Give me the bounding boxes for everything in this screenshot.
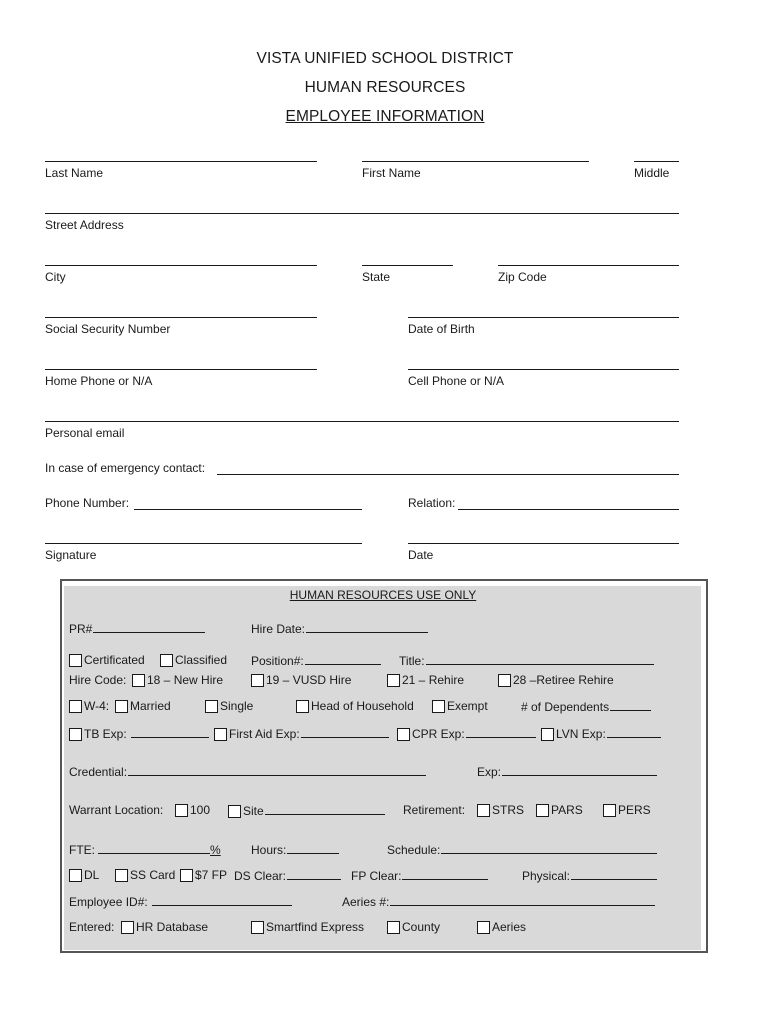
fp7-label: $7 FP (195, 868, 228, 882)
strs-option[interactable] (477, 803, 524, 817)
county-option[interactable] (387, 920, 440, 934)
home-phone-line[interactable] (45, 369, 317, 370)
vusd-hire-option[interactable] (251, 673, 351, 687)
vusd-hire-label: 19 – VUSD Hire (266, 673, 352, 687)
fp7-option[interactable] (180, 868, 227, 882)
married-checkbox[interactable] (115, 700, 128, 713)
fp7-checkbox[interactable] (180, 869, 193, 882)
signature-line[interactable] (45, 543, 362, 544)
tb-checkbox[interactable] (69, 728, 82, 741)
credential-label: Credential: (69, 765, 128, 779)
retiree-rehire-option[interactable] (498, 673, 614, 687)
smartfind-option[interactable] (251, 920, 364, 934)
retiree-rehire-checkbox[interactable] (498, 674, 511, 687)
credential-exp-field[interactable] (477, 764, 657, 779)
cpr-exp-label: CPR Exp: (412, 727, 465, 741)
head-of-household-label: Head of Household (311, 699, 414, 713)
cpr-checkbox[interactable] (397, 728, 410, 741)
date-label: Date (408, 548, 434, 562)
new-hire-label: 18 – New Hire (147, 673, 224, 687)
new-hire-checkbox[interactable] (132, 674, 145, 687)
w4-label: W-4: (84, 699, 110, 713)
schedule-field[interactable] (387, 842, 657, 857)
retiree-rehire-label: 28 –Retiree Rehire (513, 673, 614, 687)
phone-number-label: Phone Number: (45, 496, 130, 510)
w4-checkbox[interactable] (69, 700, 82, 713)
pr-label: PR# (69, 622, 93, 636)
date-line[interactable] (408, 543, 679, 544)
new-hire-option[interactable] (132, 673, 223, 687)
location-100-label: 100 (190, 803, 211, 817)
site-field[interactable] (228, 803, 385, 818)
last-name-label: Last Name (45, 166, 104, 180)
cell-phone-line[interactable] (408, 369, 679, 370)
lvn-exp-label: LVN Exp: (556, 727, 606, 741)
classified-checkbox[interactable] (160, 654, 173, 667)
exempt-label: Exempt (447, 699, 488, 713)
ds-clear-label: DS Clear: (234, 869, 287, 883)
dl-option[interactable] (69, 868, 99, 882)
title-label: Title: (399, 654, 425, 668)
first-aid-exp-label: First Aid Exp: (229, 727, 300, 741)
dependents-field[interactable] (521, 699, 651, 714)
rehire-checkbox[interactable] (387, 674, 400, 687)
dl-checkbox[interactable] (69, 869, 82, 882)
hours-label: Hours: (251, 843, 287, 857)
married-option[interactable] (115, 699, 171, 713)
hr-database-option[interactable] (121, 920, 208, 934)
physical-field[interactable] (522, 868, 657, 883)
rehire-label: 21 – Rehire (402, 673, 465, 687)
street-address-label: Street Address (45, 218, 124, 232)
smartfind-checkbox[interactable] (251, 921, 264, 934)
location-100-option[interactable] (175, 803, 210, 817)
hr-section-title: HUMAN RESOURCES USE ONLY (289, 588, 477, 602)
position-label: Position#: (251, 654, 304, 668)
fte-label: FTE: (69, 843, 95, 857)
pars-checkbox[interactable] (536, 804, 549, 817)
pr-field[interactable] (69, 621, 205, 636)
street-address-line[interactable] (45, 213, 679, 214)
lvn-exp-field[interactable] (541, 726, 661, 741)
vusd-hire-checkbox[interactable] (251, 674, 264, 687)
pers-label: PERS (618, 803, 651, 817)
exempt-option[interactable] (432, 699, 488, 713)
ssn-label: Social Security Number (45, 322, 171, 336)
last-name-line[interactable] (45, 161, 317, 162)
fp-clear-field[interactable] (351, 868, 488, 883)
home-phone-label: Home Phone or N/A (45, 374, 153, 388)
zip-label: Zip Code (498, 270, 547, 284)
aeries-checkbox[interactable] (477, 921, 490, 934)
fte-field[interactable] (69, 842, 221, 857)
first-name-line[interactable] (362, 161, 589, 162)
relation-label: Relation: (408, 496, 456, 510)
classified-label: Classified (175, 653, 228, 667)
relation-line[interactable] (458, 509, 679, 510)
fp-clear-label: FP Clear: (351, 869, 402, 883)
pers-option[interactable] (603, 803, 651, 817)
city-line[interactable] (45, 265, 317, 266)
strs-checkbox[interactable] (477, 804, 490, 817)
single-option[interactable] (205, 699, 253, 713)
aeries-option[interactable] (477, 920, 526, 934)
pers-checkbox[interactable] (603, 804, 616, 817)
ds-clear-field[interactable] (234, 868, 341, 883)
zip-line[interactable] (498, 265, 679, 266)
certificated-label: Certificated (84, 653, 145, 667)
state-line[interactable] (362, 265, 453, 266)
credential-exp-label: Exp: (477, 765, 502, 779)
hr-database-label: HR Database (136, 920, 209, 934)
smartfind-label: Smartfind Express (266, 920, 365, 934)
married-label: Married (130, 699, 171, 713)
cell-phone-label: Cell Phone or N/A (408, 374, 505, 388)
state-label: State (362, 270, 391, 284)
single-label: Single (220, 699, 254, 713)
fte-percent: % (210, 843, 221, 857)
first-aid-checkbox[interactable] (214, 728, 227, 741)
schedule-label: Schedule: (387, 843, 441, 857)
phone-number-line[interactable] (134, 509, 362, 510)
entered-label: Entered: (69, 920, 115, 934)
department-title: HUMAN RESOURCES (304, 79, 466, 96)
county-checkbox[interactable] (387, 921, 400, 934)
retirement-label: Retirement: (403, 803, 466, 817)
lvn-checkbox[interactable] (541, 728, 554, 741)
head-of-household-checkbox[interactable] (296, 700, 309, 713)
classified-option[interactable] (160, 653, 227, 667)
city-label: City (45, 270, 66, 284)
emergency-contact-label: In case of emergency contact: (45, 461, 206, 475)
district-title: VISTA UNIFIED SCHOOL DISTRICT (256, 50, 514, 67)
first-aid-exp-field[interactable] (214, 726, 389, 741)
hire-date-field[interactable] (251, 621, 428, 636)
single-checkbox[interactable] (205, 700, 218, 713)
county-label: County (402, 920, 441, 934)
aeries-label: Aeries (492, 920, 527, 934)
location-100-checkbox[interactable] (175, 804, 188, 817)
dl-label: DL (84, 868, 100, 882)
employee-id-label: Employee ID#: (69, 895, 148, 909)
ss-card-label: SS Card (130, 868, 176, 882)
credential-field[interactable] (69, 764, 426, 779)
head-of-household-option[interactable] (296, 699, 414, 713)
cpr-exp-field[interactable] (397, 726, 536, 741)
ss-card-option[interactable] (115, 868, 175, 882)
aeries-number-label: Aeries #: (342, 895, 390, 909)
ss-card-checkbox[interactable] (115, 869, 128, 882)
ssn-line[interactable] (45, 317, 317, 318)
dob-label: Date of Birth (408, 322, 475, 336)
aeries-number-field[interactable] (342, 894, 655, 909)
middle-name-label: Middle (634, 166, 670, 180)
email-line[interactable] (45, 421, 679, 422)
rehire-option[interactable] (387, 673, 464, 687)
warrant-location-label: Warrant Location: (69, 803, 164, 817)
employee-id-field[interactable] (69, 894, 292, 909)
hr-database-checkbox[interactable] (121, 921, 134, 934)
dependents-label: # of Dependents (521, 700, 610, 714)
tb-exp-field[interactable] (69, 726, 209, 741)
tb-exp-label: TB Exp: (84, 727, 127, 741)
first-name-label: First Name (362, 166, 421, 180)
dob-line[interactable] (408, 317, 679, 318)
w4-option[interactable] (69, 699, 109, 713)
email-label: Personal email (45, 426, 125, 440)
physical-label: Physical: (522, 869, 571, 883)
certificated-option[interactable] (69, 653, 145, 667)
emergency-contact-line[interactable] (217, 474, 679, 475)
position-field[interactable] (251, 653, 381, 668)
hire-date-label: Hire Date: (251, 622, 306, 636)
exempt-checkbox[interactable] (432, 700, 445, 713)
strs-label: STRS (492, 803, 525, 817)
certificated-checkbox[interactable] (69, 654, 82, 667)
pars-label: PARS (551, 803, 583, 817)
hours-field[interactable] (251, 842, 339, 857)
pars-option[interactable] (536, 803, 583, 817)
site-checkbox[interactable] (228, 805, 241, 818)
site-label: Site (243, 804, 264, 818)
title-field[interactable] (399, 653, 654, 668)
form-title: EMPLOYEE INFORMATION (285, 108, 485, 125)
signature-label: Signature (45, 548, 97, 562)
hire-code-label: Hire Code: (69, 673, 127, 687)
middle-name-line[interactable] (634, 161, 679, 162)
